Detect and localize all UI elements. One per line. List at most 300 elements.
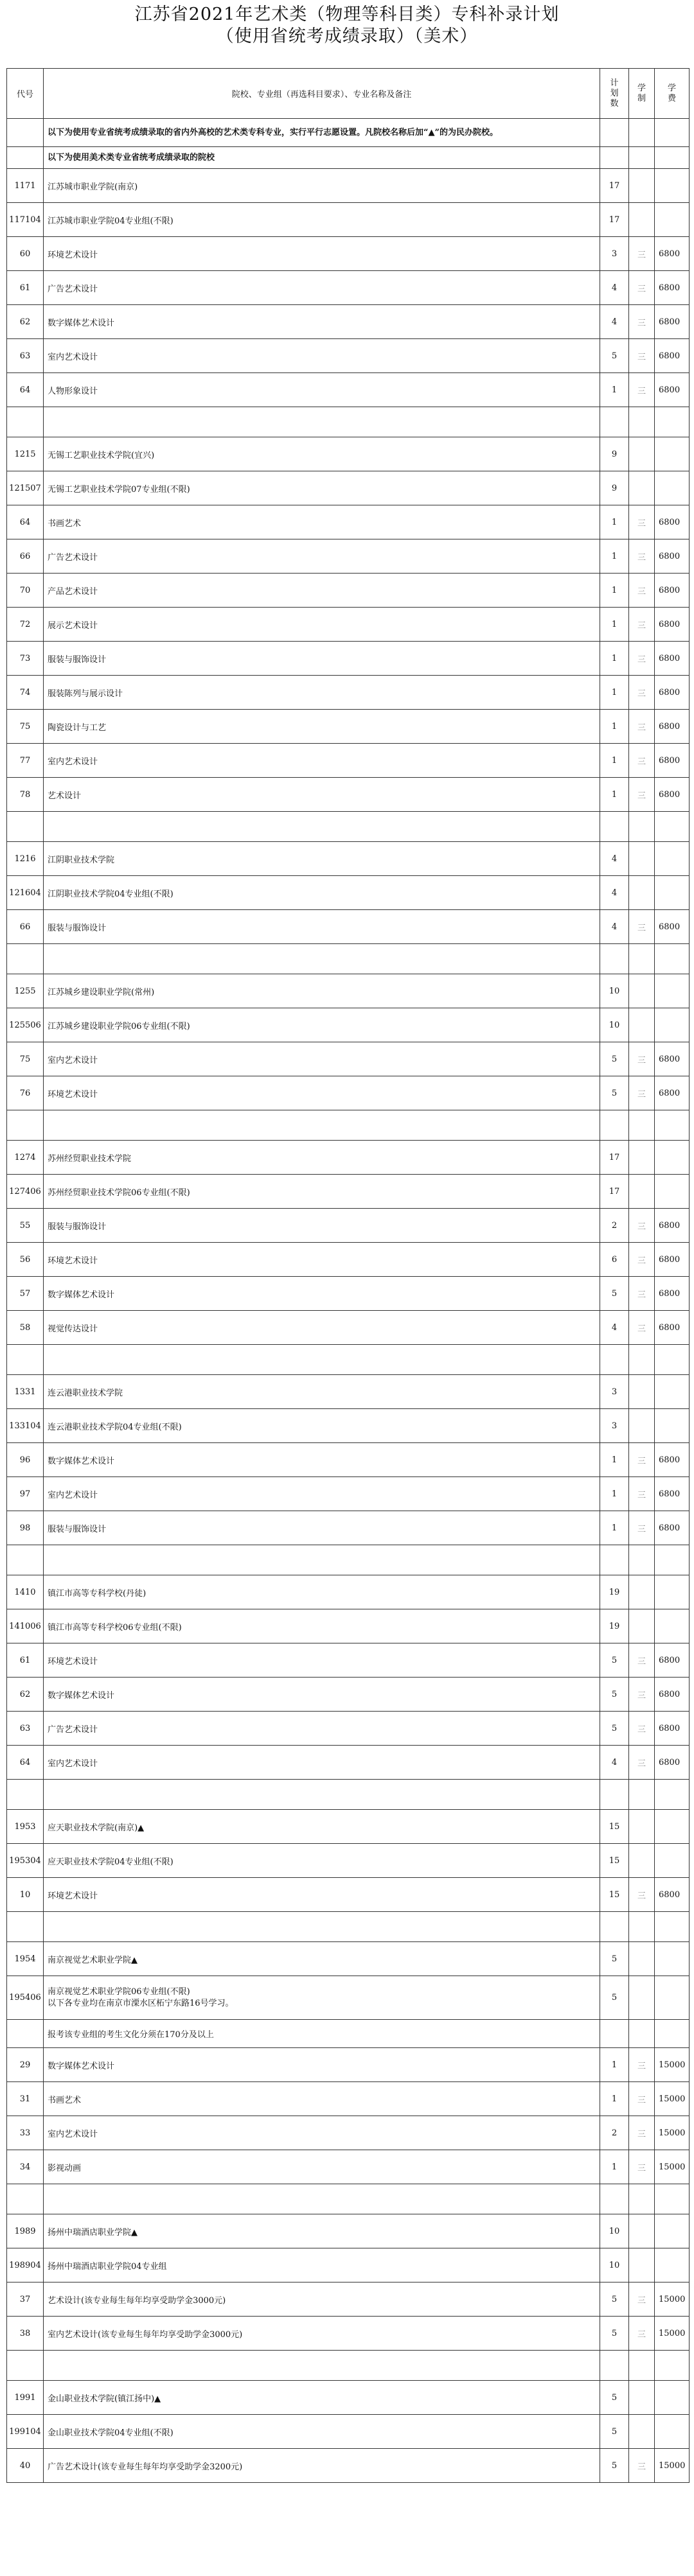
code-cell: 141006	[7, 1609, 44, 1643]
plan-count-cell: 1	[600, 1443, 629, 1477]
tuition-cell: 6800	[655, 271, 690, 305]
name-cell: 金山职业技术学院(镇江扬中)▲	[44, 2381, 600, 2415]
duration-cell: 三	[629, 505, 655, 539]
table-row	[7, 744, 690, 778]
plan-count-cell: 10	[600, 2214, 629, 2248]
section-text: 以下为使用美术类专业省统考成绩录取的院校	[44, 147, 600, 169]
spacer-cell	[629, 1545, 655, 1575]
tuition-cell	[655, 169, 690, 203]
name-cell: 无锡工艺职业技术学院07专业组(不限)	[44, 471, 600, 505]
duration-cell: 三	[629, 1477, 655, 1511]
spacer-cell	[629, 812, 655, 842]
code-cell: 195406	[7, 1976, 44, 2020]
plan-count-cell: 1	[600, 1477, 629, 1511]
duration-cell: 三	[629, 1511, 655, 1545]
code-cell: 72	[7, 608, 44, 642]
note-num-cell	[600, 119, 629, 147]
tuition-cell: 6800	[655, 642, 690, 676]
table-row	[7, 2449, 690, 2483]
name-cell: 服装与服饰设计	[44, 1511, 600, 1545]
name-cell: 服装与服饰设计	[44, 910, 600, 944]
name-cell: 室内艺术设计(该专业每生每年均享受助学金3000元)	[44, 2317, 600, 2351]
name-cell: 镇江市高等专科学校(丹徒)	[44, 1575, 600, 1609]
name-cell: 扬州中瑞酒店职业学院▲	[44, 2214, 600, 2248]
table-row	[7, 1746, 690, 1780]
spacer-row	[7, 1545, 690, 1575]
tuition-cell: 6800	[655, 1878, 690, 1912]
plan-count-cell	[600, 2020, 629, 2048]
note-row	[7, 119, 690, 147]
table-row	[7, 2082, 690, 2116]
duration-cell	[629, 2381, 655, 2415]
plan-count-cell: 5	[600, 1942, 629, 1976]
table-row	[7, 1477, 690, 1511]
duration-cell	[629, 1008, 655, 1042]
spacer-cell	[655, 944, 690, 974]
duration-cell	[629, 1844, 655, 1878]
spacer-cell	[7, 2184, 44, 2214]
duration-cell: 三	[629, 2082, 655, 2116]
code-cell: 75	[7, 710, 44, 744]
tuition-cell	[655, 1008, 690, 1042]
table-row	[7, 710, 690, 744]
table-row	[7, 1243, 690, 1277]
name-cell: 报考该专业组的考生文化分须在170分及以上	[44, 2020, 600, 2048]
plan-count-cell: 1	[600, 505, 629, 539]
header-name: 院校、专业组（再选科目要求）、专业名称及备注	[44, 69, 600, 119]
header-code: 代号	[7, 69, 44, 119]
code-cell: 56	[7, 1243, 44, 1277]
spacer-cell	[44, 944, 600, 974]
spacer-cell	[44, 1912, 600, 1942]
note-text: 以下为使用专业省统考成绩录取的省内外高校的艺术类专科专业，实行平行志愿设置。凡院校名称后加“▲”的为民办院校。	[44, 119, 600, 147]
page-title: 江苏省2021年艺术类（物理等科目类）专科补录计划	[134, 4, 560, 24]
plan-count-cell: 1	[600, 574, 629, 608]
plan-count-cell: 1	[600, 744, 629, 778]
duration-cell	[629, 1409, 655, 1443]
tuition-cell	[655, 1141, 690, 1175]
spacer-cell	[44, 407, 600, 437]
table-row	[7, 2020, 690, 2048]
spacer-cell	[7, 1545, 44, 1575]
code-cell: 58	[7, 1311, 44, 1345]
spacer-cell	[7, 407, 44, 437]
plan-count-cell: 4	[600, 1746, 629, 1780]
name-cell: 书画艺术	[44, 2082, 600, 2116]
table-row	[7, 437, 690, 471]
name-cell: 数字媒体艺术设计	[44, 1443, 600, 1477]
spacer-cell	[655, 2184, 690, 2214]
spacer-cell	[44, 812, 600, 842]
plan-count-cell: 17	[600, 169, 629, 203]
duration-cell	[629, 1375, 655, 1409]
spacer-cell	[655, 812, 690, 842]
duration-cell	[629, 1810, 655, 1844]
duration-cell	[629, 1175, 655, 1209]
table-row	[7, 339, 690, 373]
code-cell: 1989	[7, 2214, 44, 2248]
name-cell: 江苏城乡建设职业学院(常州)	[44, 974, 600, 1008]
plan-count-cell: 9	[600, 471, 629, 505]
duration-cell	[629, 2248, 655, 2282]
duration-cell: 三	[629, 1643, 655, 1678]
duration-cell: 三	[629, 539, 655, 574]
table-row	[7, 1976, 690, 2020]
tuition-cell	[655, 1175, 690, 1209]
table-row	[7, 842, 690, 876]
page-subtitle: （使用省统考成绩录取）（美术）	[216, 26, 478, 46]
code-cell: 198904	[7, 2248, 44, 2282]
table-header-row	[7, 69, 690, 119]
code-cell: 96	[7, 1443, 44, 1477]
spacer-cell	[655, 407, 690, 437]
name-cell: 视觉传达设计	[44, 1311, 600, 1345]
plan-count-cell: 1	[600, 608, 629, 642]
duration-cell: 三	[629, 1042, 655, 1076]
name-cell: 镇江市高等专科学校06专业组(不限)	[44, 1609, 600, 1643]
name-cell: 影视动画	[44, 2150, 600, 2184]
tuition-cell	[655, 2020, 690, 2048]
duration-cell: 三	[629, 642, 655, 676]
name-cell: 江苏城市职业学院04专业组(不限)	[44, 203, 600, 237]
table-row	[7, 505, 690, 539]
tuition-cell: 6800	[655, 373, 690, 407]
note-code-cell	[7, 119, 44, 147]
name-cell: 扬州中瑞酒店职业学院04专业组	[44, 2248, 600, 2282]
plan-count-cell: 1	[600, 778, 629, 812]
duration-cell	[629, 2415, 655, 2449]
code-cell: 1216	[7, 842, 44, 876]
spacer-cell	[44, 1345, 600, 1375]
table-row	[7, 1678, 690, 1712]
tuition-cell: 6800	[655, 1042, 690, 1076]
code-cell: 55	[7, 1209, 44, 1243]
duration-cell: 三	[629, 339, 655, 373]
table-row	[7, 778, 690, 812]
table-row	[7, 1511, 690, 1545]
plan-count-cell: 10	[600, 974, 629, 1008]
tuition-cell: 6800	[655, 1712, 690, 1746]
spacer-row	[7, 1345, 690, 1375]
duration-cell	[629, 2214, 655, 2248]
plan-count-cell: 5	[600, 339, 629, 373]
plan-count-cell: 1	[600, 1511, 629, 1545]
name-cell: 无锡工艺职业技术学院(宜兴)	[44, 437, 600, 471]
section-code-cell	[7, 147, 44, 169]
code-cell: 10	[7, 1878, 44, 1912]
code-cell: 40	[7, 2449, 44, 2483]
plan-count-cell: 5	[600, 2449, 629, 2483]
spacer-cell	[600, 407, 629, 437]
name-cell	[44, 1976, 600, 2020]
tuition-cell: 15000	[655, 2082, 690, 2116]
table-row	[7, 1311, 690, 1345]
duration-cell: 三	[629, 778, 655, 812]
name-cell: 展示艺术设计	[44, 608, 600, 642]
header-len	[629, 69, 655, 119]
plan-count-cell: 1	[600, 2082, 629, 2116]
code-cell: 121604	[7, 876, 44, 910]
table-row	[7, 1942, 690, 1976]
table-row	[7, 373, 690, 407]
table-row	[7, 876, 690, 910]
code-cell: 199104	[7, 2415, 44, 2449]
spacer-row	[7, 812, 690, 842]
table-row	[7, 2048, 690, 2082]
code-cell: 1255	[7, 974, 44, 1008]
spacer-cell	[629, 1110, 655, 1141]
code-cell: 1991	[7, 2381, 44, 2415]
spacer-cell	[600, 2184, 629, 2214]
spacer-cell	[600, 1110, 629, 1141]
code-cell: 64	[7, 1746, 44, 1780]
table-row	[7, 2214, 690, 2248]
code-cell: 57	[7, 1277, 44, 1311]
name-cell: 江苏城市职业学院(南京)	[44, 169, 600, 203]
name-text: 南京视觉艺术职业学院06专业组(不限)	[48, 1986, 190, 1997]
spacer-cell	[629, 1345, 655, 1375]
code-cell: 195304	[7, 1844, 44, 1878]
tuition-cell	[655, 1976, 690, 2020]
tuition-cell: 15000	[655, 2317, 690, 2351]
name-cell: 书画艺术	[44, 505, 600, 539]
duration-cell: 三	[629, 2282, 655, 2317]
note-len-cell	[629, 119, 655, 147]
table-row	[7, 1277, 690, 1311]
tuition-cell	[655, 842, 690, 876]
code-cell: 125506	[7, 1008, 44, 1042]
duration-cell: 三	[629, 2048, 655, 2082]
table-row	[7, 237, 690, 271]
duration-cell: 三	[629, 1878, 655, 1912]
table-row	[7, 1175, 690, 1209]
plan-count-cell: 15	[600, 1844, 629, 1878]
tuition-cell: 6800	[655, 1209, 690, 1243]
duration-cell	[629, 1942, 655, 1976]
name-cell: 室内艺术设计	[44, 2116, 600, 2150]
plan-count-cell: 5	[600, 1976, 629, 2020]
tuition-cell: 6800	[655, 1678, 690, 1712]
duration-cell	[629, 842, 655, 876]
duration-cell	[629, 203, 655, 237]
duration-cell	[629, 1575, 655, 1609]
spacer-cell	[600, 1345, 629, 1375]
plan-count-cell: 1	[600, 373, 629, 407]
spacer-cell	[7, 1780, 44, 1810]
code-cell: 34	[7, 2150, 44, 2184]
tuition-cell: 6800	[655, 1643, 690, 1678]
plan-count-cell: 3	[600, 1409, 629, 1443]
code-cell: 62	[7, 305, 44, 339]
table-row	[7, 2415, 690, 2449]
code-cell: 97	[7, 1477, 44, 1511]
tuition-cell: 6800	[655, 1243, 690, 1277]
code-cell: 1331	[7, 1375, 44, 1409]
name-cell: 江阴职业技术学院04专业组(不限)	[44, 876, 600, 910]
plan-count-cell: 5	[600, 2415, 629, 2449]
duration-cell: 三	[629, 2150, 655, 2184]
name-cell: 环境艺术设计	[44, 237, 600, 271]
spacer-cell	[600, 2351, 629, 2381]
duration-cell: 三	[629, 2317, 655, 2351]
code-cell: 74	[7, 676, 44, 710]
name-cell: 应天职业技术学院04专业组(不限)	[44, 1844, 600, 1878]
plan-count-cell: 2	[600, 1209, 629, 1243]
plan-count-cell: 5	[600, 1277, 629, 1311]
name-cell: 江苏城乡建设职业学院06专业组(不限)	[44, 1008, 600, 1042]
tuition-cell	[655, 1409, 690, 1443]
name-cell: 环境艺术设计	[44, 1643, 600, 1678]
duration-cell: 三	[629, 2449, 655, 2483]
name-cell: 苏州经贸职业技术学院06专业组(不限)	[44, 1175, 600, 1209]
table-row	[7, 1076, 690, 1110]
plan-count-cell: 4	[600, 910, 629, 944]
name-cell: 室内艺术设计	[44, 1042, 600, 1076]
plan-count-cell: 5	[600, 1712, 629, 1746]
tuition-cell: 6800	[655, 339, 690, 373]
plan-count-cell: 4	[600, 876, 629, 910]
tuition-cell: 6800	[655, 744, 690, 778]
code-cell: 1274	[7, 1141, 44, 1175]
code-cell: 33	[7, 2116, 44, 2150]
tuition-cell	[655, 876, 690, 910]
table-row	[7, 1643, 690, 1678]
spacer-cell	[655, 1110, 690, 1141]
code-cell: 98	[7, 1511, 44, 1545]
tuition-cell: 6800	[655, 574, 690, 608]
tuition-cell	[655, 1575, 690, 1609]
plan-count-cell: 5	[600, 1678, 629, 1712]
tuition-cell: 6800	[655, 1076, 690, 1110]
name-cell: 广告艺术设计	[44, 1712, 600, 1746]
duration-cell: 三	[629, 1243, 655, 1277]
spacer-cell	[629, 2184, 655, 2214]
plan-count-cell: 1	[600, 539, 629, 574]
code-cell: 117104	[7, 203, 44, 237]
spacer-cell	[44, 1110, 600, 1141]
tuition-cell: 6800	[655, 1511, 690, 1545]
plan-count-cell: 1	[600, 2048, 629, 2082]
name-cell: 服装与服饰设计	[44, 1209, 600, 1243]
tuition-cell: 6800	[655, 539, 690, 574]
tuition-cell	[655, 203, 690, 237]
duration-cell: 三	[629, 574, 655, 608]
table-row	[7, 2317, 690, 2351]
tuition-cell: 6800	[655, 505, 690, 539]
section-row	[7, 147, 690, 169]
duration-cell: 三	[629, 1076, 655, 1110]
name-cell: 产品艺术设计	[44, 574, 600, 608]
code-cell: 73	[7, 642, 44, 676]
tuition-cell: 6800	[655, 1477, 690, 1511]
plan-count-cell: 1	[600, 2150, 629, 2184]
tuition-cell	[655, 1942, 690, 1976]
code-cell: 127406	[7, 1175, 44, 1209]
duration-cell: 三	[629, 305, 655, 339]
spacer-cell	[44, 2184, 600, 2214]
spacer-cell	[629, 407, 655, 437]
spacer-cell	[629, 1780, 655, 1810]
header-num-text: 计划数	[610, 78, 619, 109]
code-cell: 64	[7, 373, 44, 407]
enrollment-plan-table	[6, 68, 690, 2483]
tuition-cell	[655, 2214, 690, 2248]
duration-cell	[629, 1976, 655, 2020]
plan-count-cell: 19	[600, 1609, 629, 1643]
plan-count-cell: 10	[600, 2248, 629, 2282]
header-num	[600, 69, 629, 119]
code-cell: 70	[7, 574, 44, 608]
table-row	[7, 1609, 690, 1643]
duration-cell: 三	[629, 1209, 655, 1243]
code-cell: 61	[7, 1643, 44, 1678]
name-cell: 南京视觉艺术职业学院▲	[44, 1942, 600, 1976]
tuition-cell: 15000	[655, 2048, 690, 2082]
plan-count-cell: 4	[600, 842, 629, 876]
duration-cell: 三	[629, 608, 655, 642]
code-cell: 37	[7, 2282, 44, 2317]
plan-count-cell: 9	[600, 437, 629, 471]
duration-cell	[629, 876, 655, 910]
plan-count-cell: 17	[600, 203, 629, 237]
code-cell: 1954	[7, 1942, 44, 1976]
table-row	[7, 1443, 690, 1477]
tuition-cell: 15000	[655, 2282, 690, 2317]
tuition-cell	[655, 437, 690, 471]
plan-count-cell: 4	[600, 1311, 629, 1345]
plan-count-cell: 5	[600, 2381, 629, 2415]
plan-count-cell: 6	[600, 1243, 629, 1277]
code-cell: 121507	[7, 471, 44, 505]
code-cell: 63	[7, 339, 44, 373]
name-cell: 艺术设计	[44, 778, 600, 812]
name-cell: 广告艺术设计	[44, 539, 600, 574]
code-cell: 1215	[7, 437, 44, 471]
tuition-cell: 6800	[655, 778, 690, 812]
name-cell: 室内艺术设计	[44, 744, 600, 778]
code-cell: 64	[7, 505, 44, 539]
name-cell: 江阴职业技术学院	[44, 842, 600, 876]
duration-cell	[629, 1141, 655, 1175]
plan-count-cell: 1	[600, 710, 629, 744]
code-cell: 75	[7, 1042, 44, 1076]
duration-cell	[629, 1609, 655, 1643]
code-cell: 60	[7, 237, 44, 271]
spacer-cell	[600, 1545, 629, 1575]
table-row	[7, 2282, 690, 2317]
plan-count-cell: 5	[600, 1643, 629, 1678]
plan-count-cell: 17	[600, 1175, 629, 1209]
plan-count-cell: 5	[600, 2282, 629, 2317]
plan-count-cell: 5	[600, 2317, 629, 2351]
plan-count-cell: 4	[600, 305, 629, 339]
name-cell: 环境艺术设计	[44, 1243, 600, 1277]
tuition-cell: 6800	[655, 1746, 690, 1780]
tuition-cell: 15000	[655, 2150, 690, 2184]
table-row	[7, 2381, 690, 2415]
table-row	[7, 1209, 690, 1243]
header-fee-text: 学费	[667, 83, 676, 103]
section-fee-cell	[655, 147, 690, 169]
spacer-cell	[629, 1912, 655, 1942]
duration-cell: 三	[629, 237, 655, 271]
spacer-cell	[655, 2351, 690, 2381]
plan-count-cell: 15	[600, 1810, 629, 1844]
name-cell: 广告艺术设计(该专业每生每年均享受助学金3200元)	[44, 2449, 600, 2483]
spacer-cell	[7, 812, 44, 842]
name-cell: 人物形象设计	[44, 373, 600, 407]
spacer-cell	[44, 1780, 600, 1810]
